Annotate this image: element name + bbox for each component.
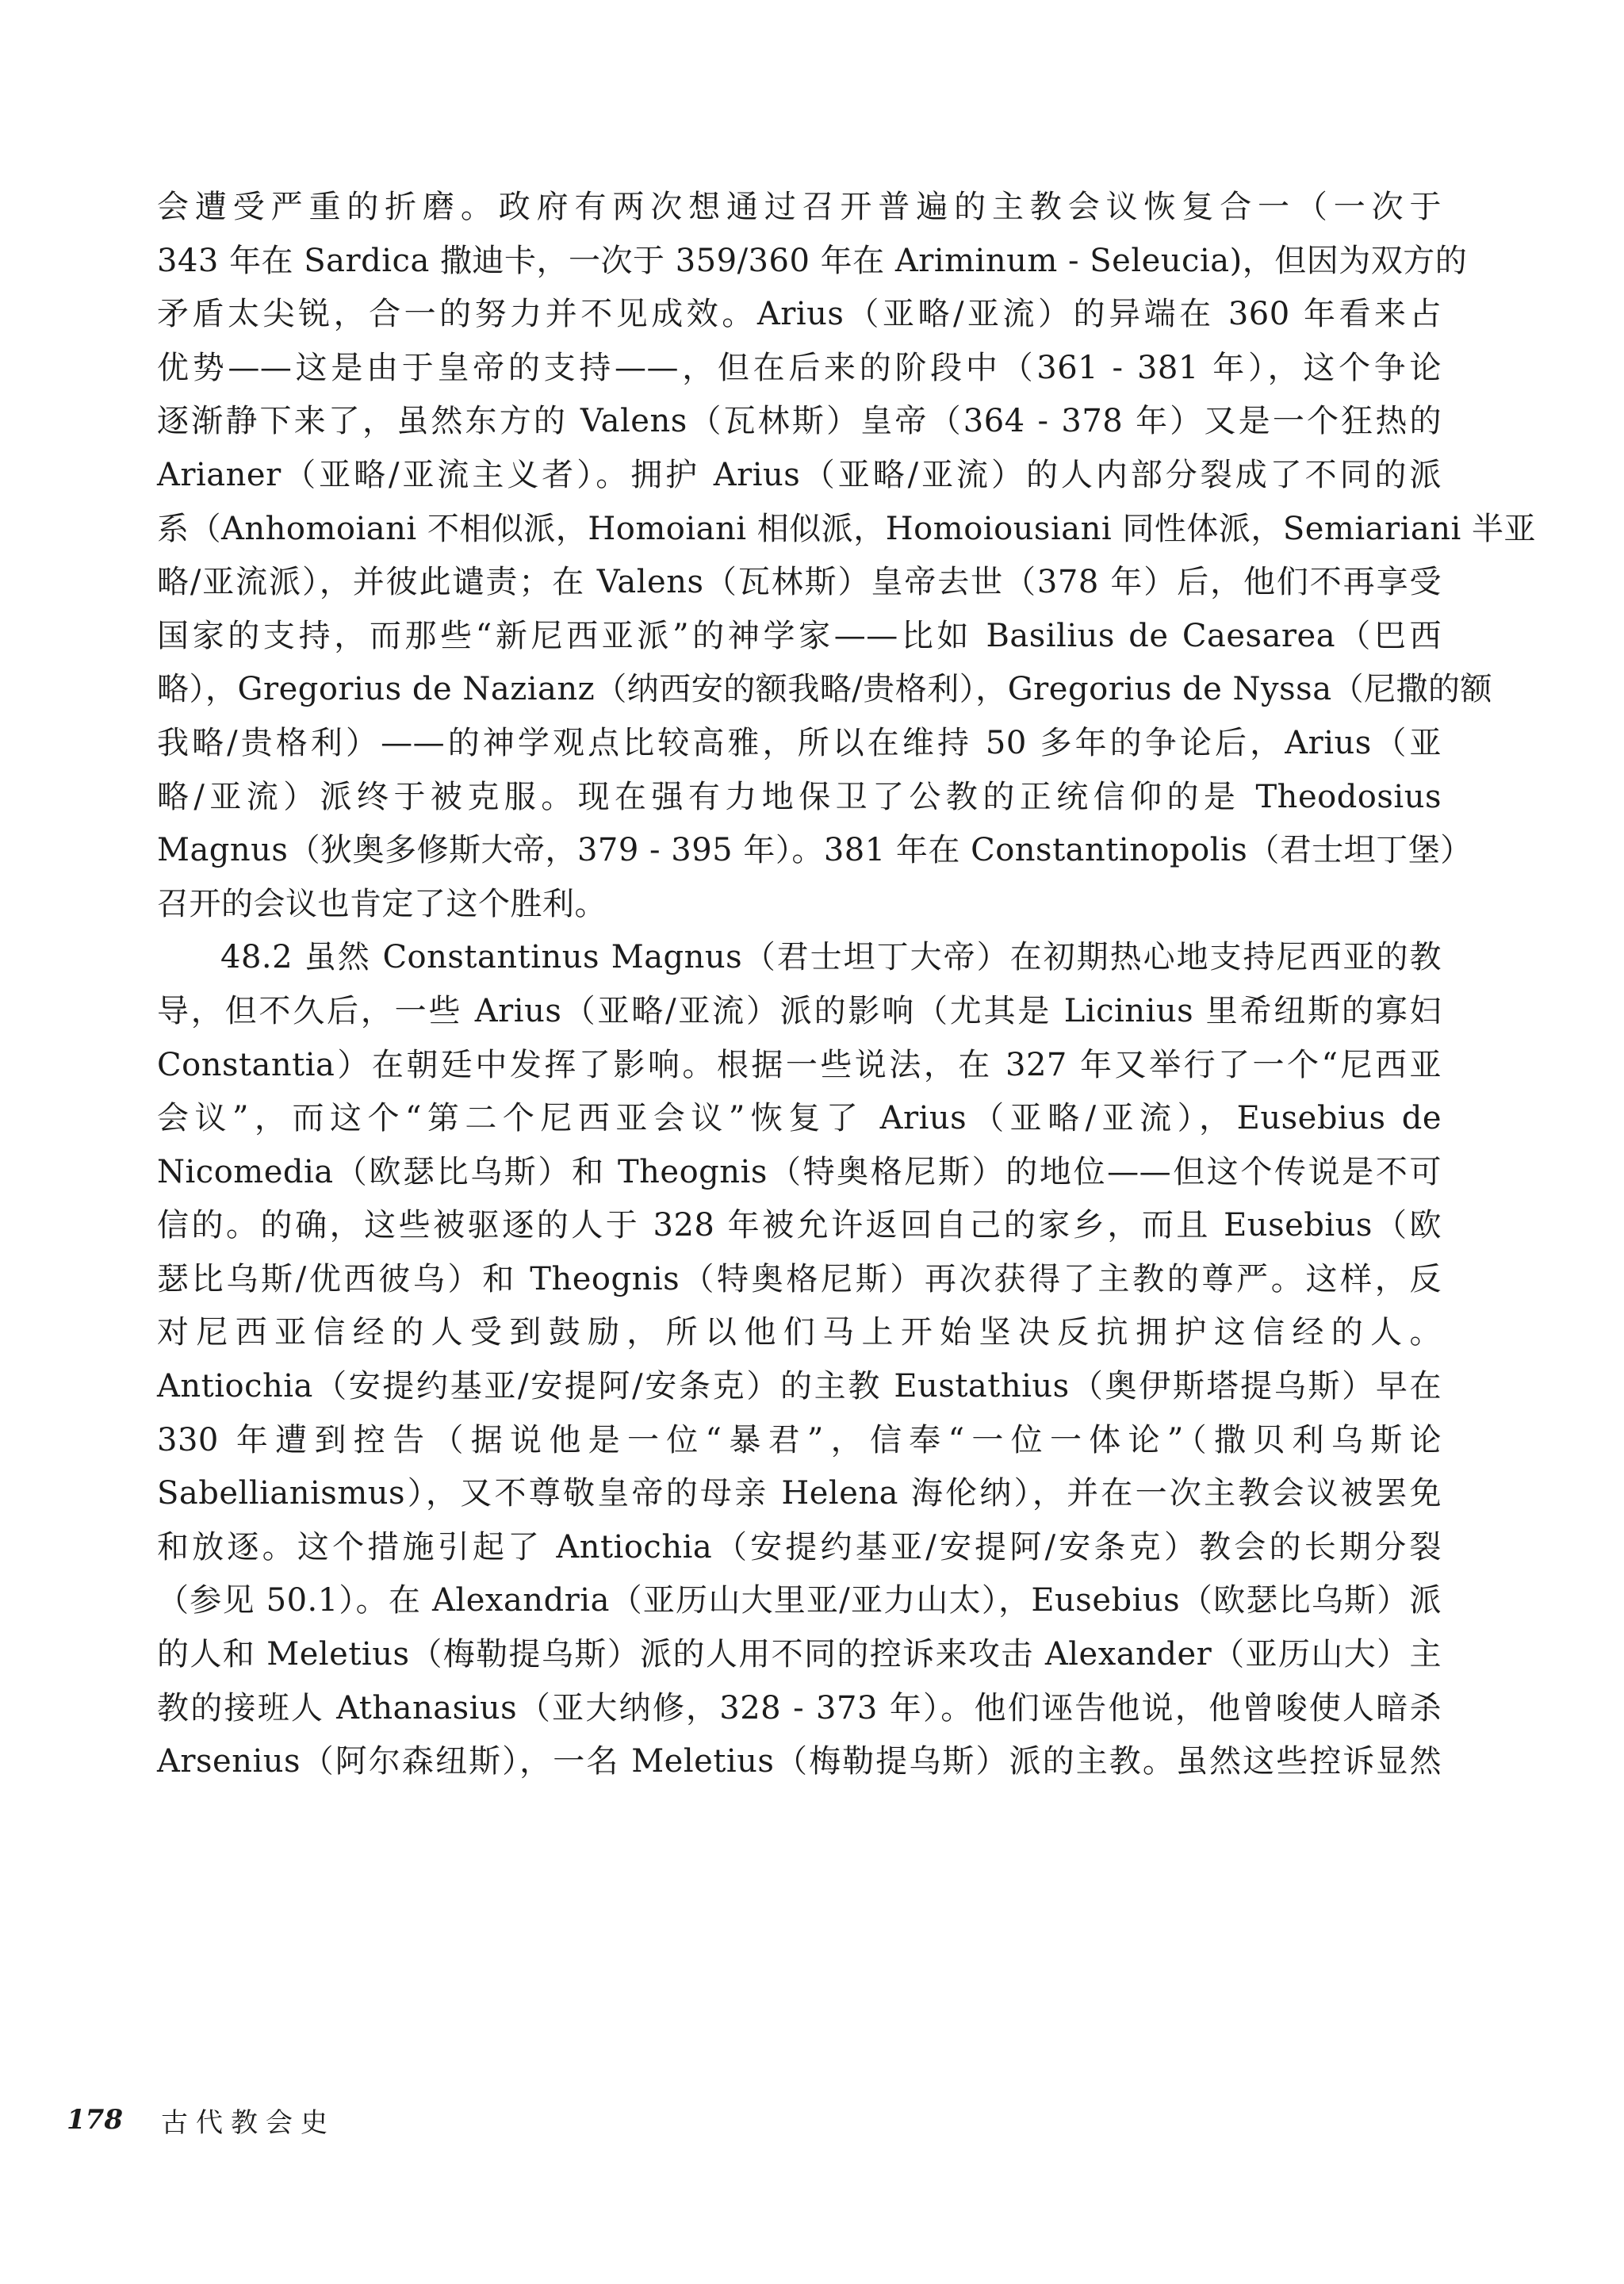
text-line: Antiochia（安提约基亚/安提阿/安条克）的主教 Eustathius（奥伊斯塔提乌斯）早在	[157, 1368, 1442, 1405]
text-line: Nicomedia（欧瑟比乌斯）和 Theognis（特奥格尼斯）的地位——但这个传说是不可	[157, 1153, 1442, 1190]
text-line: Arsenius（阿尔森纽斯），一名 Meletius（梅勒提乌斯）派的主教。虽然这些控诉显然	[157, 1743, 1442, 1780]
text-line: Arianer（亚略/亚流主义者）。拥护 Arius（亚略/亚流）的人内部分裂成了不同的派	[157, 456, 1442, 493]
text-line: 343 年在 Sardica 撒迪卡，一次于 359/360 年在 Ariminum - Seleucia)，但因为双方的	[157, 242, 1468, 279]
text-line: 系（Anhomoiani 不相似派，Homoiani 相似派，Homoiousiani 同性体派，Semiariani 半亚	[157, 510, 1537, 547]
text-line: 略/亚流）派终于被克服。现在强有力地保卫了公教的正统信仰的是 Theodosius	[157, 778, 1442, 815]
text-line: （参见 50.1）。在 Alexandria（亚历山大里亚/亚力山太），Eusebius（欧瑟比乌斯）派	[157, 1582, 1442, 1619]
page-number: 178	[67, 2104, 123, 2136]
text-line: 我略/贵格利）——的神学观点比较高雅，所以在维持 50 多年的争论后，Arius（亚	[157, 724, 1442, 761]
text-line: 召开的会议也肯定了这个胜利。	[157, 885, 607, 922]
text-line: 瑟比乌斯/优西彼乌）和 Theognis（特奥格尼斯）再次获得了主教的尊严。这样，反	[157, 1260, 1442, 1297]
text-line: 和放逐。这个措施引起了 Antiochia（安提约基亚/安提阿/安条克）教会的长期分裂	[157, 1528, 1442, 1565]
running-title: 古代教会史	[160, 2106, 335, 2139]
text-line: 330 年遭到控告（据说他是一位“暴君”，信奉“一位一体论”（撒贝利乌斯论	[157, 1421, 1442, 1458]
text-line: 国家的支持，而那些“新尼西亚派”的神学家——比如 Basilius de Caesarea（巴西	[157, 617, 1442, 654]
text-line: 48.2 虽然 Constantinus Magnus（君士坦丁大帝）在初期热心地支持尼西亚的教	[220, 939, 1442, 976]
text-line: 对尼西亚信经的人受到鼓励，所以他们马上开始坚决反抗拥护这信经的人。	[157, 1314, 1442, 1351]
page-footer	[67, 2100, 335, 2140]
body-text	[157, 181, 1537, 1789]
text-line: 略），Gregorius de Nazianz（纳西安的额我略/贵格利），Gregorius de Nyssa（尼撒的额	[157, 671, 1493, 708]
text-line: 会遭受严重的折磨。政府有两次想通过召开普遍的主教会议恢复合一（一次于	[157, 189, 1442, 225]
text-line: 矛盾太尖锐，合一的努力并不见成效。Arius（亚略/亚流）的异端在 360 年看来占	[157, 296, 1442, 333]
text-line: 逐渐静下来了，虽然东方的 Valens（瓦林斯）皇帝（364 - 378 年）又是一个狂热的	[157, 403, 1442, 440]
text-line: 略/亚流派），并彼此谴责；在 Valens（瓦林斯）皇帝去世（378 年）后，他们不再享受	[157, 564, 1442, 601]
text-line: Constantia）在朝廷中发挥了影响。根据一些说法，在 327 年又举行了一个“尼西亚	[157, 1046, 1442, 1083]
paragraph-1	[157, 181, 1537, 931]
text-line: Magnus（狄奥多修斯大帝，379 - 395 年）。381 年在 Constantinopolis（君士坦丁堡）	[157, 832, 1473, 869]
text-line: 教的接班人 Athanasius（亚大纳修，328 - 373 年）。他们诬告他说，他曾唆使人暗杀	[157, 1689, 1442, 1726]
text-line: 信的。的确，这些被驱逐的人于 328 年被允许返回自己的家乡，而且 Eusebius（欧	[157, 1207, 1442, 1244]
text-line: 导，但不久后，一些 Arius（亚略/亚流）派的影响（尤其是 Licinius 里希纽斯的寡妇	[157, 992, 1442, 1029]
text-line: 的人和 Meletius（梅勒提乌斯）派的人用不同的控诉来攻击 Alexander（亚历山大）主	[157, 1636, 1442, 1673]
paragraph-2	[157, 931, 1442, 1789]
text-line: 优势——这是由于皇帝的支持——，但在后来的阶段中（361 - 381 年），这个争论	[157, 349, 1442, 386]
text-line: Sabellianismus），又不尊敬皇帝的母亲 Helena 海伦纳），并在一次主教会议被罢免	[157, 1475, 1442, 1512]
text-line: 会议”，而这个“第二个尼西亚会议”恢复了 Arius（亚略/亚流），Eusebius de	[157, 1100, 1442, 1137]
